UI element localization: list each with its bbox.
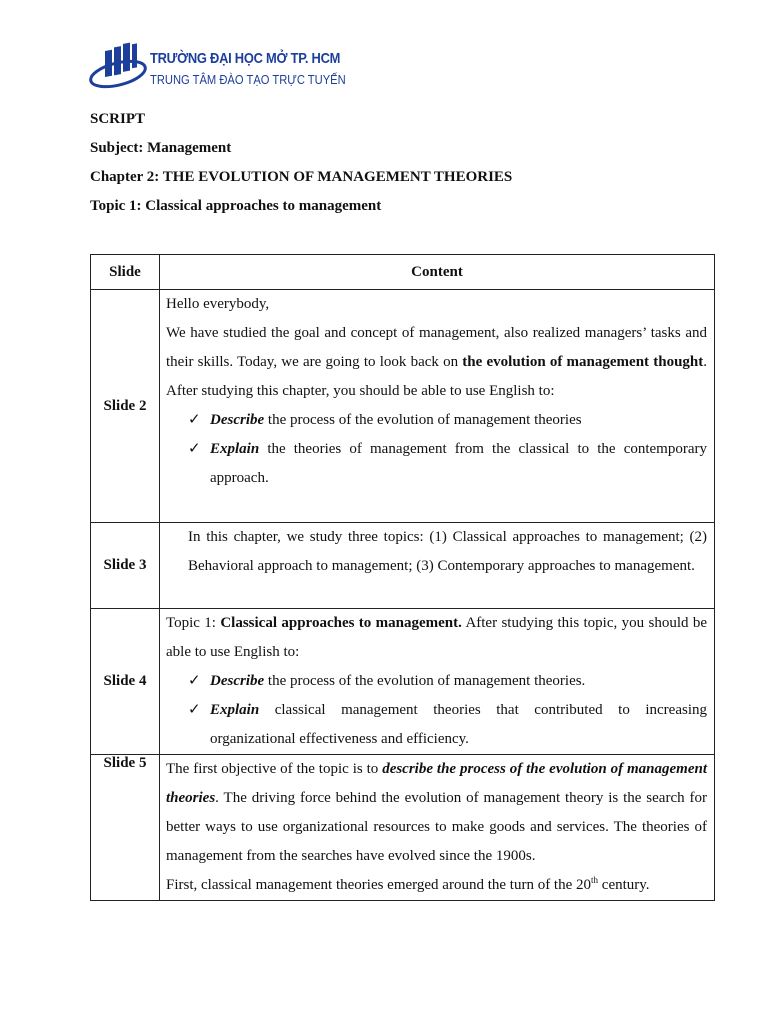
slide-number: Slide 4 — [91, 609, 160, 755]
slide-content — [160, 755, 715, 901]
table-row — [91, 290, 715, 523]
slide-content — [160, 609, 715, 755]
objective-list — [166, 406, 707, 493]
table-row — [91, 609, 715, 755]
objective-list — [166, 667, 707, 754]
paragraph: We have studied the goal and concept of management, also realized managers’ tasks and their skills. Today, we are going to look back on the evolution of management thought. After studying this chapter, you should be able to use English to: — [166, 325, 708, 399]
paragraph: Topic 1: Classical approaches to management. After studying this topic, you should be able to use English to: — [166, 615, 708, 660]
col-header-content: Content — [160, 255, 715, 290]
logo-subtitle: TRUNG TÂM ĐÀO TẠO TRỰC TUYẾN — [150, 72, 346, 87]
col-header-slide: Slide — [91, 255, 160, 290]
subject-heading: Subject: Management — [90, 140, 232, 156]
slide-number: Slide 2 — [91, 290, 160, 523]
checkmark-icon: ✓ — [188, 702, 201, 718]
script-table — [90, 254, 715, 901]
logo-title: TRƯỜNG ĐẠI HỌC MỞ TP. HCM — [150, 50, 341, 67]
paragraph: In this chapter, we study three topics: (1) Classical approaches to management; (2) Behavioral approach to management; (3) Contemporary approaches to management. — [188, 529, 707, 574]
logo-emblem-icon — [88, 42, 150, 98]
paragraph: The first objective of the topic is to describe the process of the evolution of management theories. The driving force behind the evolution of management theory is the search for better ways to use organizational resources to make goods and services. The theories of management from the searches have evolved since the 1900s. — [166, 761, 707, 864]
slide-content — [160, 290, 715, 523]
script-label: SCRIPT — [90, 111, 146, 127]
list-item: ✓ Describe the process of the evolution of management theories — [188, 406, 707, 435]
slide-number: Slide 3 — [91, 523, 160, 609]
table-header-row — [91, 255, 715, 290]
university-logo — [88, 42, 346, 98]
greeting-text: Hello everybody, — [166, 296, 270, 312]
paragraph: First, classical management theories emerged around the turn of the 20th century. — [166, 875, 650, 893]
checkmark-icon: ✓ — [188, 673, 201, 689]
checkmark-icon: ✓ — [188, 441, 201, 457]
slide-content — [160, 523, 715, 609]
slide-number: Slide 5 — [91, 755, 160, 901]
table-row — [91, 523, 715, 609]
list-item: ✓ Explain classical management theories that contributed to increasing organizational effectiveness and efficiency. — [188, 696, 707, 754]
checkmark-icon: ✓ — [188, 412, 201, 428]
list-item: ✓ Explain the theories of management from the classical to the contemporary approach. — [188, 435, 707, 493]
topic-heading: Topic 1: Classical approaches to management — [90, 198, 382, 214]
list-item: ✓ Describe the process of the evolution of management theories. — [188, 667, 707, 696]
chapter-heading: Chapter 2: THE EVOLUTION OF MANAGEMENT THEORIES — [90, 169, 513, 185]
table-row — [91, 755, 715, 901]
